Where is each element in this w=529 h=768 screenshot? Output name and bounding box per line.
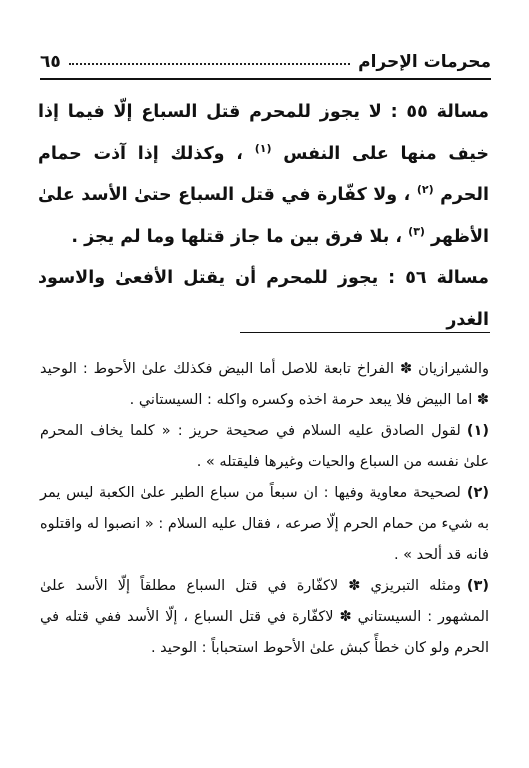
issue-label: مسالة ٥٥	[406, 102, 489, 122]
footnote-continuation: والشيرازيان ✽ الفراخ تابعة للاصل أما البيض فكذلك علىٰ الأحوط : الوحيد ✽ اما البيض فلا يبعد حرمة اخذه وكسره واكله : السيستاني .	[40, 361, 489, 408]
issue-55: مسالة ٥٥ : لا يجوز للمحرم قتل السباع إلّا فيما إذا خيف منها على النفس $^{(١)}$ ، وكذلك إذا آذت حمام الحرم $^{(٢)}$ ، ولا كفّارة في قتل السباع حتىٰ الأسد علىٰ الأظهر $^{(٣)}$ ، بلا فرق بين ما جاز قتلها وما لم يجز .	[38, 102, 489, 247]
main-text	[38, 92, 489, 341]
footnote-separator	[240, 332, 490, 333]
footnote-1: (١)لقول الصادق عليه السلام في صحيحة حريز : « كلما يخاف المحرم علىٰ نفسه من السباع والحيات وغيرها فليقتله » .	[40, 423, 489, 470]
header-title: محرمات الإحرام	[358, 52, 491, 72]
footnote-ref: (١)	[254, 141, 272, 155]
footnote-number: (١)	[466, 423, 489, 439]
footnote-number: (٢)	[466, 485, 489, 501]
footnote-3: (٣)ومثله التبريزي ✽ لاكفّارة في قتل السباع مطلقاً إلّا الأسد علىٰ المشهور : السيستاني ✽ لاكفّارة في قتل السباع ، إلّا الأسد ففي قتله في الحرم ولو كان خطأً كبش علىٰ الأحوط استحباباً : الوحيد .	[40, 578, 489, 656]
header-rule	[40, 78, 491, 80]
footnote-number: (٣)	[466, 578, 489, 594]
issue-label: مسالة ٥٦	[405, 268, 489, 288]
footnote-2: (٢)لصحيحة معاوية وفيها : ان سبعاً من سباع الطير علىٰ الكعبة ليس يمر به شيء من حمام الحرم إلّا صرعه ، فقال عليه السلام : « انصبوا له واقتلوه فانه قد ألحد » .	[40, 485, 489, 563]
footnote-ref: (٣)	[408, 224, 425, 238]
issue-56: مسالة ٥٦ : يجوز للمحرم أن يقتل الأفعىٰ والاسود الغدر	[38, 268, 489, 330]
footnote-ref: (٢)	[416, 183, 434, 197]
running-header	[40, 42, 491, 72]
page-number: ٦٥	[40, 52, 61, 72]
header-dot-leader	[69, 62, 350, 65]
footnotes	[40, 354, 489, 664]
